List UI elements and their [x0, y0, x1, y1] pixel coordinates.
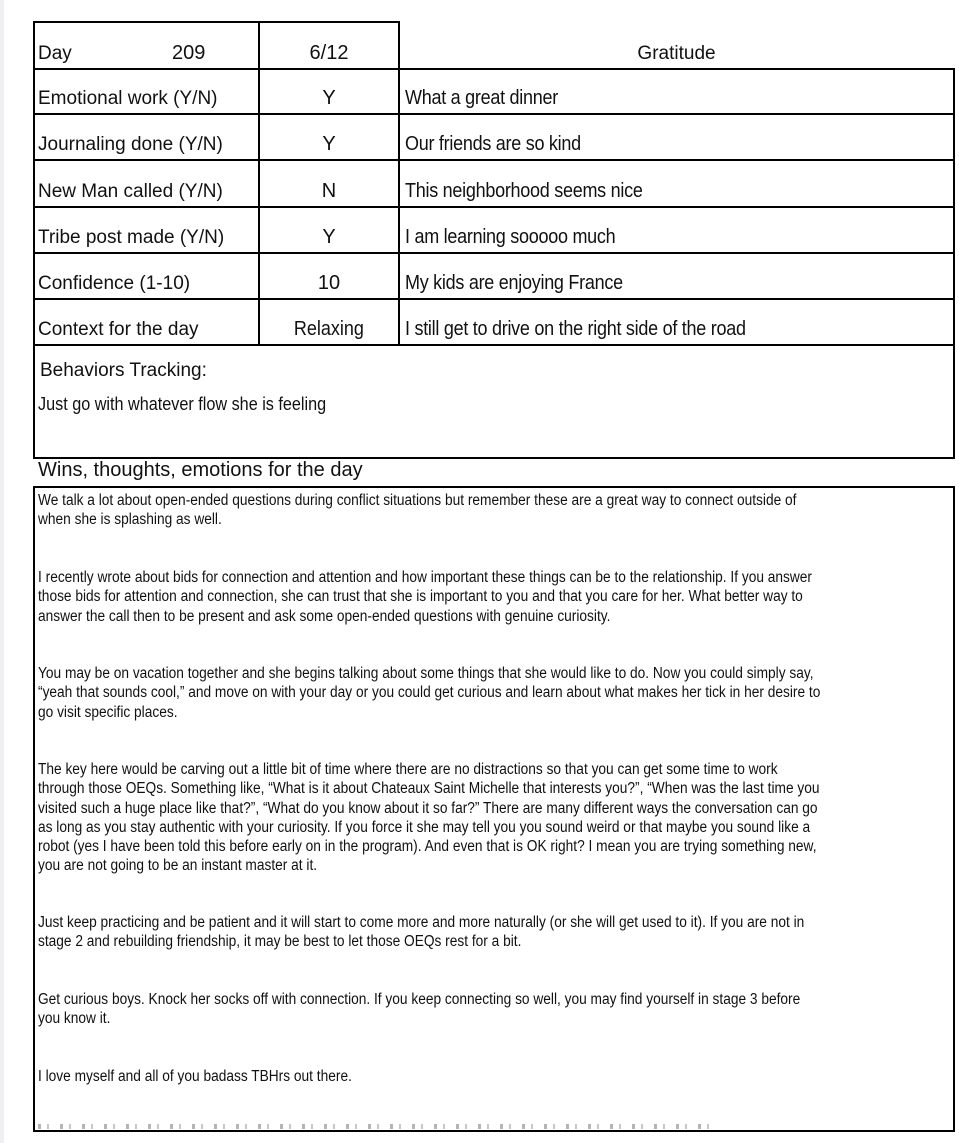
gratitude-item: I am learning sooooo much [405, 226, 616, 248]
gratitude-item: What a great dinner [405, 87, 558, 109]
day-label: Day [38, 43, 72, 64]
paragraph: Get curious boys. Knock her socks off with connection. If you keep connecting so well, you may find yourself in stage 3 before you know it. [38, 991, 801, 1028]
row-label: Tribe post made (Y/N) [38, 227, 225, 248]
wins-title: Wins, thoughts, emotions for the day [38, 459, 363, 481]
page-edge-strip [0, 0, 4, 1143]
paragraph: I recently wrote about bids for connection and attention and how important these things can be to the relationship. If you answer those bids for attention and connection, she can trust that she is important to you and that you care for her. What better way to answer the call then to be present and ask some open-ended questions with genuine curiosity. [38, 569, 812, 625]
row-value: Y [322, 226, 336, 248]
row-value: Y [322, 87, 336, 109]
row-value: Relaxing [293, 318, 365, 340]
paragraph: We talk a lot about open-ended questions during conflict situations but remember these are a great way to connect outside of when she is splashing as well. [38, 492, 797, 529]
date-value: 6/12 [309, 42, 349, 64]
clipped-text-line [38, 1124, 718, 1129]
paragraph: The key here would be carving out a little bit of time where there are no distractions so that you can get some time to work through those OEQs. Something like, “What is it about Chateaux Saint Michelle that interests you?”, “When was the last time you visited such a huge place like that?”, “What do you know about it so far?” There are many different ways the conversation can go as long as you stay authentic with your curiosity. If you force it she may tell you you sound weird or that maybe you sound like a robot (yes I have been told this before early on in the program). And even that is OK right? I mean you are trying something new, you are not going to be an instant master at it. [38, 761, 820, 875]
gratitude-item: My kids are enjoying France [405, 272, 623, 294]
gratitude-item: This neighborhood seems nice [405, 180, 643, 202]
row-label: New Man called (Y/N) [38, 181, 223, 202]
behaviors-title: Behaviors Tracking: [40, 360, 207, 381]
paragraph: I love myself and all of you badass TBHrs out there. [38, 1068, 352, 1085]
row-label: Context for the day [38, 319, 199, 340]
gratitude-heading: Gratitude [637, 43, 716, 64]
behaviors-text: Just go with whatever flow she is feeling [38, 394, 327, 414]
row-value: N [321, 180, 337, 202]
row-label: Confidence (1-10) [38, 273, 191, 294]
row-label: Journaling done (Y/N) [38, 134, 223, 155]
row-label: Emotional work (Y/N) [38, 88, 218, 109]
day-number: 209 [172, 42, 206, 64]
gratitude-item: Our friends are so kind [405, 133, 581, 155]
paragraph: Just keep practicing and be patient and it will start to come more and more naturally (or she will get used to it). If you are not in stage 2 and rebuilding friendship, it may be best to let those OEQs rest for a bit. [38, 914, 805, 951]
row-value: 10 [317, 272, 341, 294]
paragraph: You may be on vacation together and she begins talking about some things that she would like to do. Now you could simply say, “yeah that sounds cool,” and move on with your day or you could get curious and learn about what makes her tick in her desire to go visit specific places. [38, 665, 821, 721]
row-value: Y [322, 133, 336, 155]
gratitude-item: I still get to drive on the right side of the road [405, 318, 746, 340]
